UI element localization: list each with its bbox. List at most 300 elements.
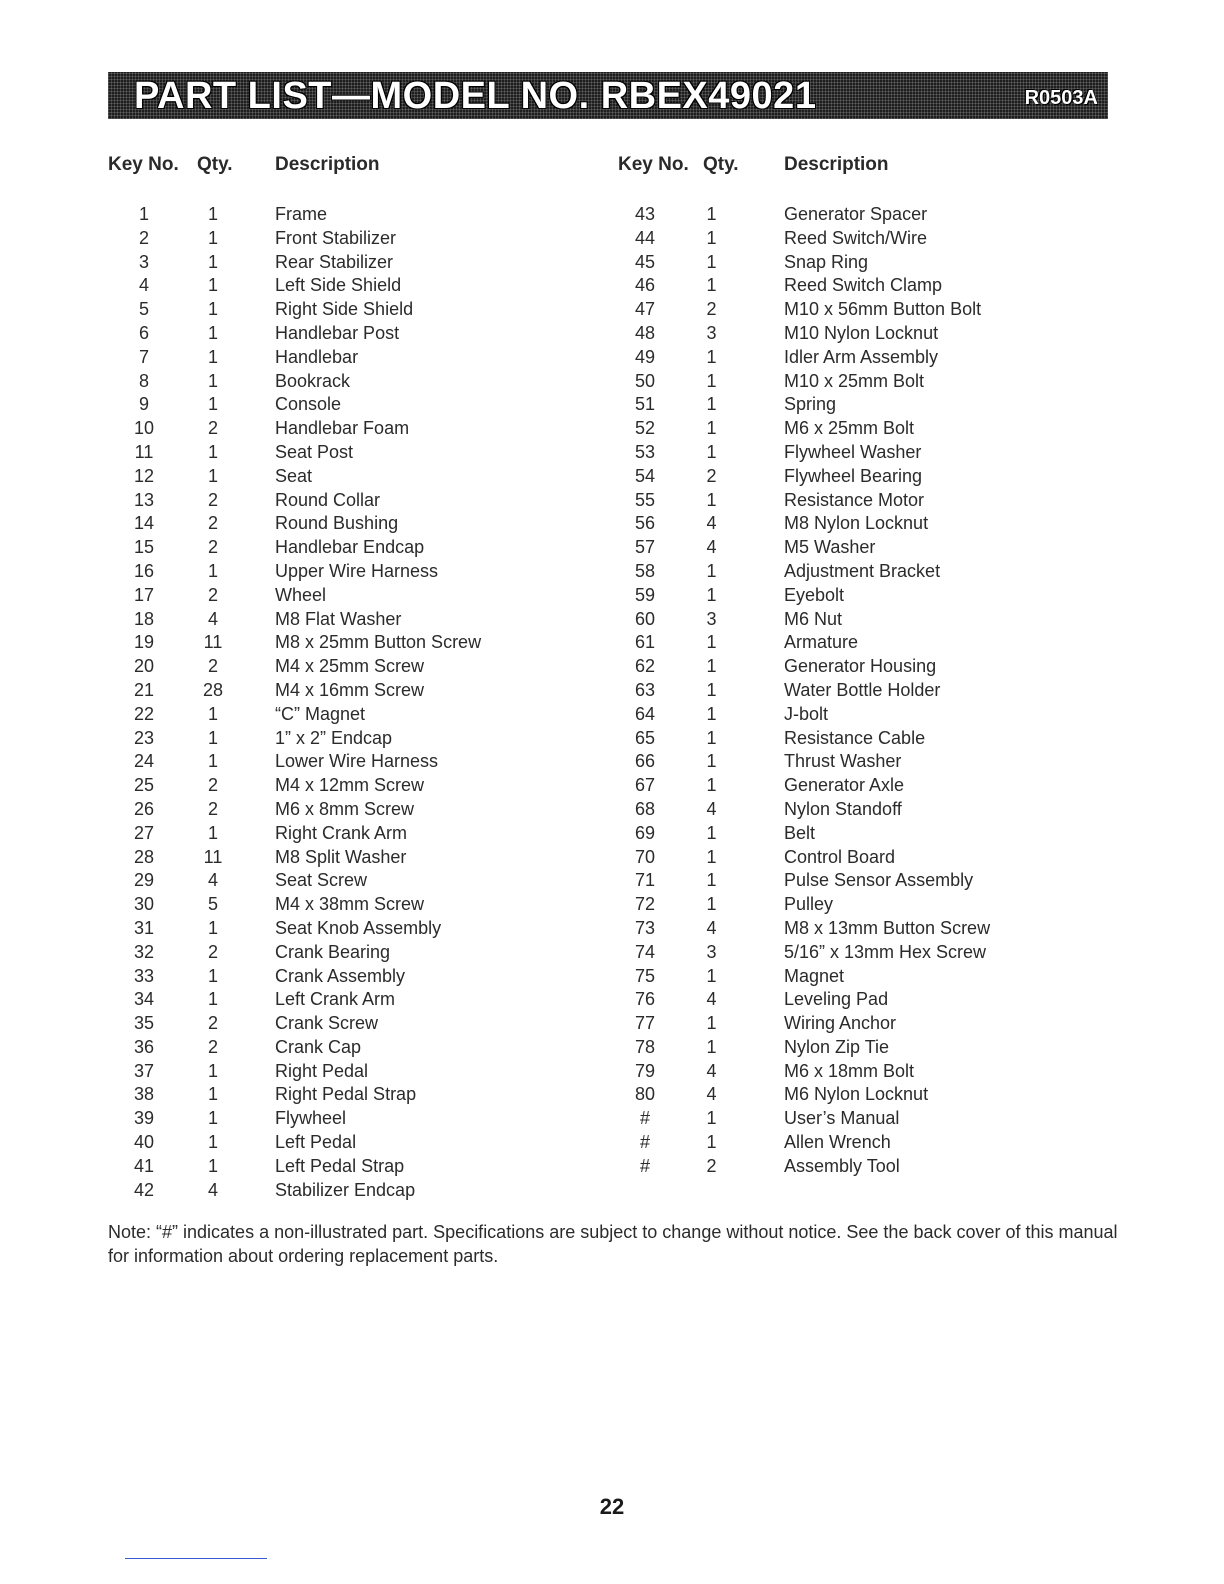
part-key-number: # [639,1132,650,1153]
part-description: Eyebolt [784,584,845,605]
note-text: Note: “#” indicates a non-illustrated part. Specifications are subject to change without notice. See the back cover of this manual for information about ordering replacement parts. [108,1222,1118,1266]
part-row [609,631,1109,655]
part-quantity: 1 [207,441,218,462]
part-description: Leveling Pad [784,989,889,1010]
part-key-number: 64 [634,703,656,724]
part-description: Frame [275,204,328,224]
part-row [108,203,578,227]
part-key-number: 61 [634,632,656,653]
part-key-number: 72 [634,894,656,915]
part-quantity: 1 [706,751,717,772]
part-row [609,393,1109,417]
part-key-number: 40 [133,1132,155,1153]
part-quantity: 1 [706,584,717,605]
part-key-number: 2 [138,227,149,248]
part-description: Magnet [784,965,845,986]
part-description: M8 Nylon Locknut [784,513,929,534]
part-row [609,1012,1109,1036]
part-quantity: 1 [706,204,717,224]
part-description: M6 x 8mm Screw [275,798,415,819]
part-quantity: 1 [207,727,218,748]
part-key-number: 51 [634,394,656,415]
part-key-number: 26 [133,798,155,819]
part-description: Crank Cap [275,1036,362,1057]
part-row [108,727,578,751]
part-key-number: 44 [634,227,656,248]
part-quantity: 1 [207,1155,218,1176]
part-description: Console [275,394,342,415]
part-row [609,822,1109,846]
part-key-number: 42 [133,1179,155,1200]
part-key-number: 71 [634,870,656,891]
part-key-number: 55 [634,489,656,510]
part-quantity: 1 [207,204,218,224]
part-key-number: 80 [634,1084,656,1105]
part-description: J-bolt [784,703,829,724]
part-description: M10 x 56mm Button Bolt [784,299,982,320]
part-row [108,869,578,893]
part-key-number: 69 [634,822,656,843]
part-description: Handlebar Endcap [275,537,425,558]
part-description: Spring [784,394,837,415]
part-quantity: 3 [706,941,717,962]
page-number: 22 [599,1494,625,1519]
part-key-number: 56 [634,513,656,534]
part-key-number: 47 [634,299,656,320]
part-key-number: 9 [138,394,149,415]
part-row [108,679,578,703]
part-row [609,1107,1109,1131]
part-description: Bookrack [275,370,351,391]
part-description: Right Side Shield [275,299,414,320]
part-key-number: 57 [634,537,656,558]
part-quantity: 1 [706,346,717,367]
right-part-list [609,203,1109,1179]
part-description: Seat Post [275,441,354,462]
part-row [108,1107,578,1131]
part-key-number: 18 [133,608,155,629]
part-key-number: 34 [133,989,155,1010]
part-row [609,1083,1109,1107]
part-key-number: 52 [634,418,656,439]
part-key-number: 38 [133,1084,155,1105]
part-key-number: 12 [133,465,155,486]
part-description: Pulley [784,894,834,915]
part-quantity: 4 [706,989,717,1010]
part-quantity: 1 [706,775,717,796]
part-description: Right Pedal Strap [275,1084,417,1105]
part-quantity: 1 [706,275,717,296]
part-row [609,798,1109,822]
part-row [108,608,578,632]
part-key-number: 13 [133,489,155,510]
part-quantity: 2 [706,299,717,320]
part-row [609,988,1109,1012]
part-key-number: 14 [133,513,155,534]
part-row [609,203,1109,227]
part-key-number: 50 [634,370,656,391]
part-quantity: 1 [207,1108,218,1129]
part-description: “C” Magnet [275,703,366,724]
part-row [108,703,578,727]
part-row [609,560,1109,584]
part-row [108,227,578,251]
part-key-number: 16 [133,560,155,581]
part-quantity: 1 [706,632,717,653]
part-description: Handlebar Post [275,322,400,343]
part-row [108,298,578,322]
part-description: 1” x 2” Endcap [275,727,393,748]
part-row [108,1155,578,1179]
part-quantity: 1 [706,1132,717,1153]
part-description: Idler Arm Assembly [784,346,939,367]
part-row [108,251,578,275]
part-description: Adjustment Bracket [784,560,941,581]
part-row [609,846,1109,870]
part-row [108,417,578,441]
part-key-number: 19 [133,632,155,653]
part-description: M8 Split Washer [275,846,407,867]
part-row [609,370,1109,394]
part-quantity: 1 [207,989,218,1010]
part-row [108,393,578,417]
part-row [609,727,1109,751]
part-key-number: 79 [634,1060,656,1081]
part-row [108,965,578,989]
part-description: Reed Switch Clamp [784,275,943,296]
part-key-number: 49 [634,346,656,367]
part-description: Left Side Shield [275,275,402,296]
part-key-number: 75 [634,965,656,986]
part-quantity: 1 [706,489,717,510]
part-description: Flywheel Washer [784,441,922,462]
part-row [108,631,578,655]
part-row [609,227,1109,251]
part-key-number: 58 [634,560,656,581]
part-description: Front Stabilizer [275,227,397,248]
part-key-number: 23 [133,727,155,748]
part-description: M6 Nut [784,608,843,629]
part-quantity: 1 [706,703,717,724]
part-description: Upper Wire Harness [275,560,439,581]
part-quantity: 2 [207,1036,218,1057]
part-row [609,703,1109,727]
part-row [609,893,1109,917]
part-row [609,298,1109,322]
part-quantity: 11 [203,632,223,653]
page-title: PART LIST—MODEL NO. RBEX49021 [134,75,817,117]
part-quantity: 2 [207,489,218,510]
part-row [609,1155,1109,1179]
part-row [108,655,578,679]
part-description: Flywheel Bearing [784,465,923,486]
part-quantity: 1 [706,1036,717,1057]
part-quantity: 4 [706,798,717,819]
part-description: Snap Ring [784,251,869,272]
part-key-number: 65 [634,727,656,748]
part-quantity: 2 [706,1155,717,1176]
part-description: Lower Wire Harness [275,751,439,772]
part-quantity: 1 [207,822,218,843]
part-key-number: 32 [133,941,155,962]
part-quantity: 1 [207,465,218,486]
part-description: Right Crank Arm [275,822,408,843]
part-key-number: 35 [133,1013,155,1034]
part-row [609,512,1109,536]
part-quantity: 3 [706,608,717,629]
part-row [108,798,578,822]
part-row [609,917,1109,941]
part-quantity: 1 [207,275,218,296]
part-row [108,774,578,798]
part-key-number: 77 [634,1013,656,1034]
part-quantity: 4 [706,1060,717,1081]
part-key-number: 78 [634,1036,656,1057]
part-row [108,988,578,1012]
part-quantity: 1 [207,703,218,724]
part-row [609,1036,1109,1060]
part-key-number: 29 [133,870,155,891]
part-quantity: 1 [207,370,218,391]
part-key-number: 31 [133,917,155,938]
part-description: Round Collar [275,489,381,510]
part-quantity: 5 [207,894,218,915]
left-header-qty: Qty. [197,154,233,175]
part-quantity: 1 [207,560,218,581]
part-quantity: 2 [207,418,218,439]
part-row [108,322,578,346]
part-description: Handlebar [275,346,359,367]
part-row [609,322,1109,346]
part-description: Crank Bearing [275,941,391,962]
part-quantity: 1 [207,346,218,367]
part-quantity: 1 [706,727,717,748]
part-key-number: 11 [134,441,154,462]
part-row [108,370,578,394]
part-row [609,608,1109,632]
part-quantity: 4 [706,1084,717,1105]
part-description: Seat [275,465,313,486]
part-row [108,941,578,965]
part-key-number: 48 [634,322,656,343]
part-description: M8 Flat Washer [275,608,402,629]
part-description: Thrust Washer [784,751,902,772]
part-description: M10 x 25mm Bolt [784,370,925,391]
part-description: M6 x 25mm Bolt [784,418,915,439]
part-key-number: 66 [634,751,656,772]
part-row [609,941,1109,965]
part-description: Wheel [275,584,327,605]
part-key-number: 62 [634,656,656,677]
part-row [108,1179,578,1203]
part-row [609,346,1109,370]
part-description: Left Crank Arm [275,989,396,1010]
part-description: M4 x 16mm Screw [275,679,425,700]
part-description: User’s Manual [784,1108,900,1129]
part-quantity: 1 [706,846,717,867]
part-quantity: 2 [207,537,218,558]
part-key-number: 36 [133,1036,155,1057]
part-key-number: # [639,1155,650,1176]
part-description: Left Pedal Strap [275,1155,405,1176]
part-quantity: 1 [706,870,717,891]
part-row [609,869,1109,893]
part-quantity: 1 [706,227,717,248]
left-part-list [108,203,578,1202]
part-row [609,679,1109,703]
part-row [609,251,1109,275]
part-quantity: 1 [706,965,717,986]
part-quantity: 2 [207,775,218,796]
part-row [108,846,578,870]
part-quantity: 1 [207,227,218,248]
part-quantity: 1 [706,370,717,391]
part-quantity: 1 [706,894,717,915]
part-description: Water Bottle Holder [784,679,941,700]
part-key-number: 45 [634,251,656,272]
part-row [108,441,578,465]
part-row [108,560,578,584]
part-description: Generator Housing [784,656,937,677]
part-row [609,417,1109,441]
part-quantity: 1 [706,1013,717,1034]
part-quantity: 1 [207,251,218,272]
part-description: Nylon Standoff [784,798,902,819]
part-key-number: 46 [634,275,656,296]
part-key-number: 15 [133,537,155,558]
part-quantity: 2 [207,798,218,819]
part-key-number: 76 [634,989,656,1010]
part-key-number: 28 [133,846,155,867]
part-description: Generator Axle [784,775,905,796]
part-description: Armature [784,632,859,653]
part-quantity: 11 [203,846,223,867]
part-description: Rear Stabilizer [275,251,394,272]
part-key-number: 27 [133,822,155,843]
right-header-qty: Qty. [703,154,739,175]
part-key-number: 43 [634,204,656,224]
part-key-number: 74 [634,941,656,962]
part-description: M5 Washer [784,537,876,558]
part-key-number: 22 [133,703,155,724]
part-key-number: 59 [634,584,656,605]
part-description: M6 Nylon Locknut [784,1084,929,1105]
part-row [609,536,1109,560]
part-key-number: 37 [133,1060,155,1081]
part-quantity: 1 [706,656,717,677]
part-description: Left Pedal [275,1132,357,1153]
part-row [108,822,578,846]
part-key-number: # [639,1108,650,1129]
part-description: Pulse Sensor Assembly [784,870,974,891]
part-row [609,584,1109,608]
part-key-number: 39 [133,1108,155,1129]
part-key-number: 1 [138,204,149,224]
part-description: Generator Spacer [784,204,928,224]
part-row [108,1036,578,1060]
part-row [108,584,578,608]
part-quantity: 4 [207,1179,218,1200]
part-description: M8 x 13mm Button Screw [784,917,991,938]
footer-rule [125,1558,267,1559]
part-row [108,1131,578,1155]
part-description: Belt [784,822,816,843]
part-quantity: 2 [207,941,218,962]
part-key-number: 53 [634,441,656,462]
part-quantity: 1 [207,394,218,415]
part-key-number: 5 [138,299,149,320]
part-row [609,465,1109,489]
part-quantity: 1 [207,322,218,343]
part-quantity: 1 [207,1060,218,1081]
part-quantity: 28 [202,679,224,700]
part-description: Seat Knob Assembly [275,917,442,938]
part-key-number: 7 [138,346,149,367]
left-header-description: Description [275,154,380,175]
part-quantity: 1 [706,1108,717,1129]
part-row [609,655,1109,679]
part-description: M6 x 18mm Bolt [784,1060,915,1081]
part-key-number: 41 [133,1155,155,1176]
part-row [609,274,1109,298]
part-row [108,893,578,917]
part-key-number: 8 [138,370,149,391]
part-description: M4 x 25mm Screw [275,656,425,677]
part-row [108,274,578,298]
right-header-description: Description [784,154,889,175]
part-description: Wiring Anchor [784,1013,897,1034]
part-quantity: 1 [207,751,218,772]
part-row [108,1083,578,1107]
part-row [609,441,1109,465]
part-key-number: 68 [634,798,656,819]
right-header-key-no: Key No. [618,154,689,175]
part-description: M4 x 12mm Screw [275,775,425,796]
part-key-number: 30 [133,894,155,915]
part-key-number: 33 [133,965,155,986]
part-description: Nylon Zip Tie [784,1036,890,1057]
part-key-number: 20 [133,656,155,677]
document-code: R0503A [1024,87,1098,109]
part-quantity: 1 [207,965,218,986]
part-quantity: 1 [207,1132,218,1153]
part-row [108,465,578,489]
part-key-number: 54 [634,465,656,486]
part-key-number: 10 [133,418,155,439]
part-quantity: 4 [706,513,717,534]
part-quantity: 4 [207,608,218,629]
part-quantity: 1 [207,1084,218,1105]
part-description: Reed Switch/Wire [784,227,928,248]
part-quantity: 1 [706,251,717,272]
part-description: Round Bushing [275,513,399,534]
part-quantity: 3 [706,322,717,343]
part-key-number: 3 [138,251,149,272]
part-row [108,1060,578,1084]
part-description: Control Board [784,846,896,867]
part-row [609,774,1109,798]
part-key-number: 24 [133,751,155,772]
part-quantity: 1 [207,299,218,320]
part-row [108,489,578,513]
part-quantity: 4 [706,917,717,938]
part-description: Assembly Tool [784,1155,900,1176]
part-description: Crank Assembly [275,965,406,986]
part-description: Handlebar Foam [275,418,410,439]
part-quantity: 4 [207,870,218,891]
part-key-number: 73 [634,917,656,938]
part-key-number: 63 [634,679,656,700]
